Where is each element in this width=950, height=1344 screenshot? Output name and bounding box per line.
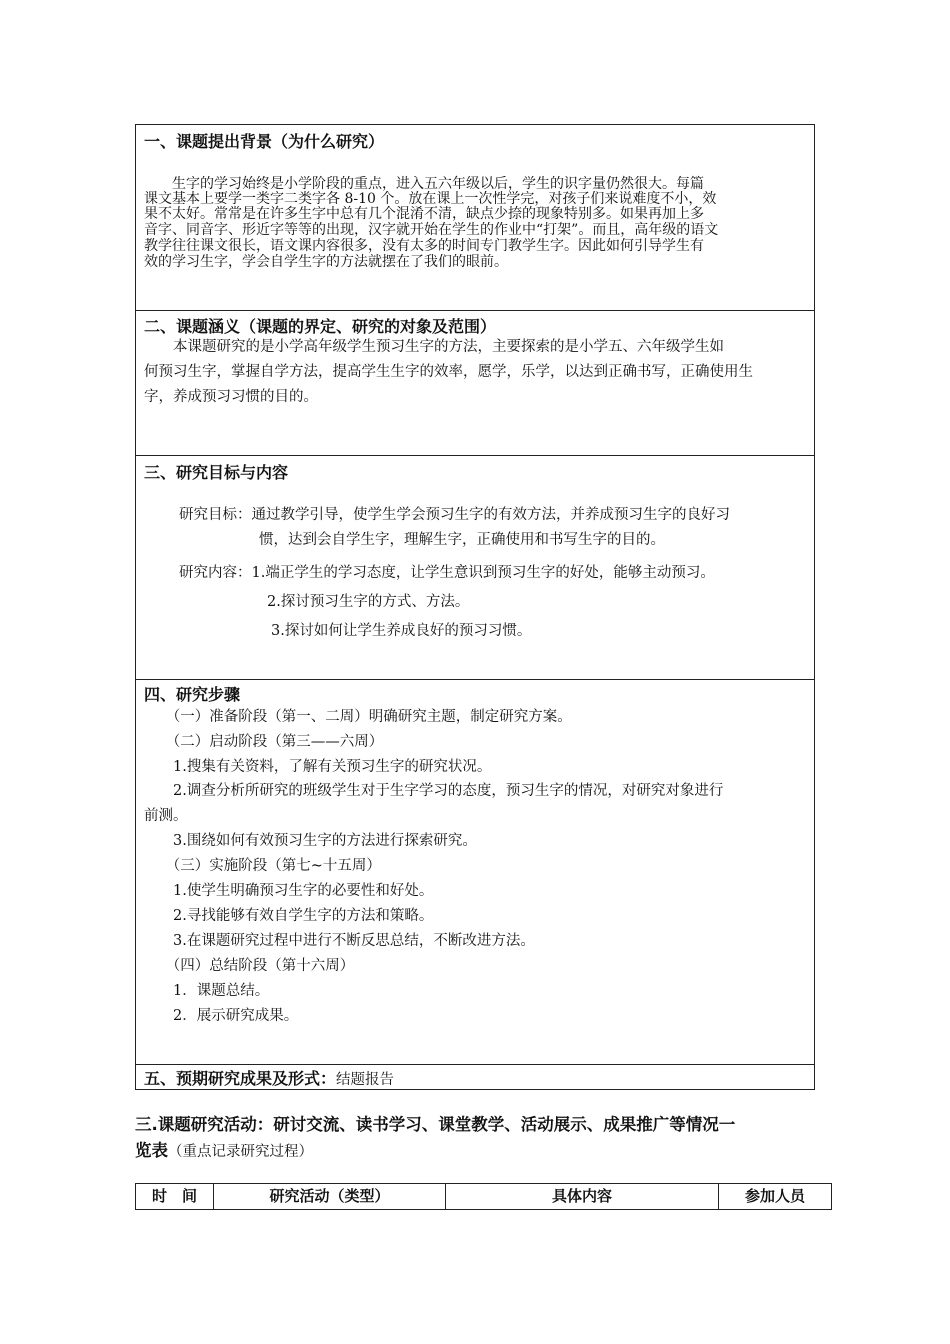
step-line: （四）总结阶段（第十六周） [144,958,355,974]
step-line: （二）启动阶段（第三——六周） [144,734,384,750]
section-definition [135,311,815,456]
outcomes-label: 五、预期研究成果及形式： [144,1069,337,1088]
step-line: 前测。 [144,808,188,824]
step-line: 3.在课题研究过程中进行不断反思总结，不断改进方法。 [144,933,535,949]
content-line: 3.探讨如何让学生养成良好的预习习惯。 [271,623,532,639]
section-heading [144,1066,394,1089]
section-heading: 二、课题涵义（课题的界定、研究的对象及范围） [144,317,497,336]
paragraph-line: 本课题研究的是小学高年级学生预习生字的方法，主要探索的是小学五、六年级学生如 [144,339,724,355]
activity-section-title [135,1112,735,1165]
step-line: 2．展示研究成果。 [144,1008,299,1024]
section-background [135,124,815,311]
paragraph-line: 音字、同音字、形近字等等的出现，汉字就开始在学生的作业中“打架”。而且，高年级的语文 [144,222,719,238]
goal-line: 惯，达到会自学生字，理解生字，正确使用和书写生字的目的。 [259,532,665,548]
section-outcomes [135,1065,815,1090]
col-header-participants: 参加人员 [744,1187,805,1205]
step-line: 1．课题总结。 [144,983,270,999]
paragraph-line: 效的学习生字，学会自学生字的方法就摆在了我们的眼前。 [144,254,508,270]
step-line: 2.寻找能够有效自学生字的方法和策略。 [144,908,434,924]
title-note: （重点记录研究过程） [168,1144,313,1160]
section-steps [135,680,815,1065]
paragraph-line: 何预习生字，掌握自学方法，提高学生生字的效率，愿学，乐学，以达到正确书写，正确使用生 [144,364,753,380]
content-line: 研究内容：1.端正学生的学习态度，让学生意识到预习生字的好处，能够主动预习。 [179,565,715,581]
step-line: 2.调查分析所研究的班级学生对于生字学习的态度，预习生字的情况，对研究对象进行 [144,783,724,799]
col-header-time: 时 间 [136,1184,214,1209]
step-line: 1.搜集有关资料，了解有关预习生字的研究状况。 [144,759,492,775]
col-header-content: 具体内容 [446,1184,719,1209]
activity-table-header [135,1183,832,1210]
goal-line: 研究目标：通过教学引导，使学生学会预习生字的有效方法，并养成预习生字的良好习 [179,507,730,523]
section-goals [135,456,815,680]
paragraph-line: 生字的学习始终是小学阶段的重点，进入五六年级以后，学生的识字量仍然很大。每篇 [144,176,704,192]
paragraph-line: 教学往往课文很长，语文课内容很多，没有太多的时间专门教学生字。因此如何引导学生有 [144,238,704,254]
section-heading: 四、研究步骤 [144,685,241,704]
title-line-end: 览表 [135,1141,168,1160]
title-line: 三.课题研究活动：研讨交流、读书学习、课堂教学、活动展示、成果推广等情况一 [135,1115,736,1134]
outcomes-value: 结题报告 [336,1072,395,1088]
step-line: （三）实施阶段（第七~十五周） [144,858,381,874]
paragraph-line: 果不太好。常常是在许多生字中总有几个混淆不清，缺点少捺的现象特别多。如果再加上多 [144,206,704,222]
paragraph-line: 字，养成预习习惯的目的。 [144,389,318,405]
section-heading: 一、课题提出背景（为什么研究） [144,132,385,151]
step-line: 1.使学生明确预习生字的必要性和好处。 [144,883,434,899]
step-line: （一）准备阶段（第一、二周）明确研究主题，制定研究方案。 [144,709,572,725]
content-line: 2.探讨预习生字的方式、方法。 [267,594,470,610]
col-header-activity-type: 研究活动（类型） [214,1184,446,1209]
title-line-2 [135,1138,735,1165]
step-line: 3.围绕如何有效预习生字的方法进行探索研究。 [144,833,477,849]
section-heading: 三、研究目标与内容 [144,463,289,482]
paragraph-line: 课文基本上要学一类字二类字各 8-10 个。放在课上一次性学完，对孩子们来说难度不小，效 [144,191,717,207]
